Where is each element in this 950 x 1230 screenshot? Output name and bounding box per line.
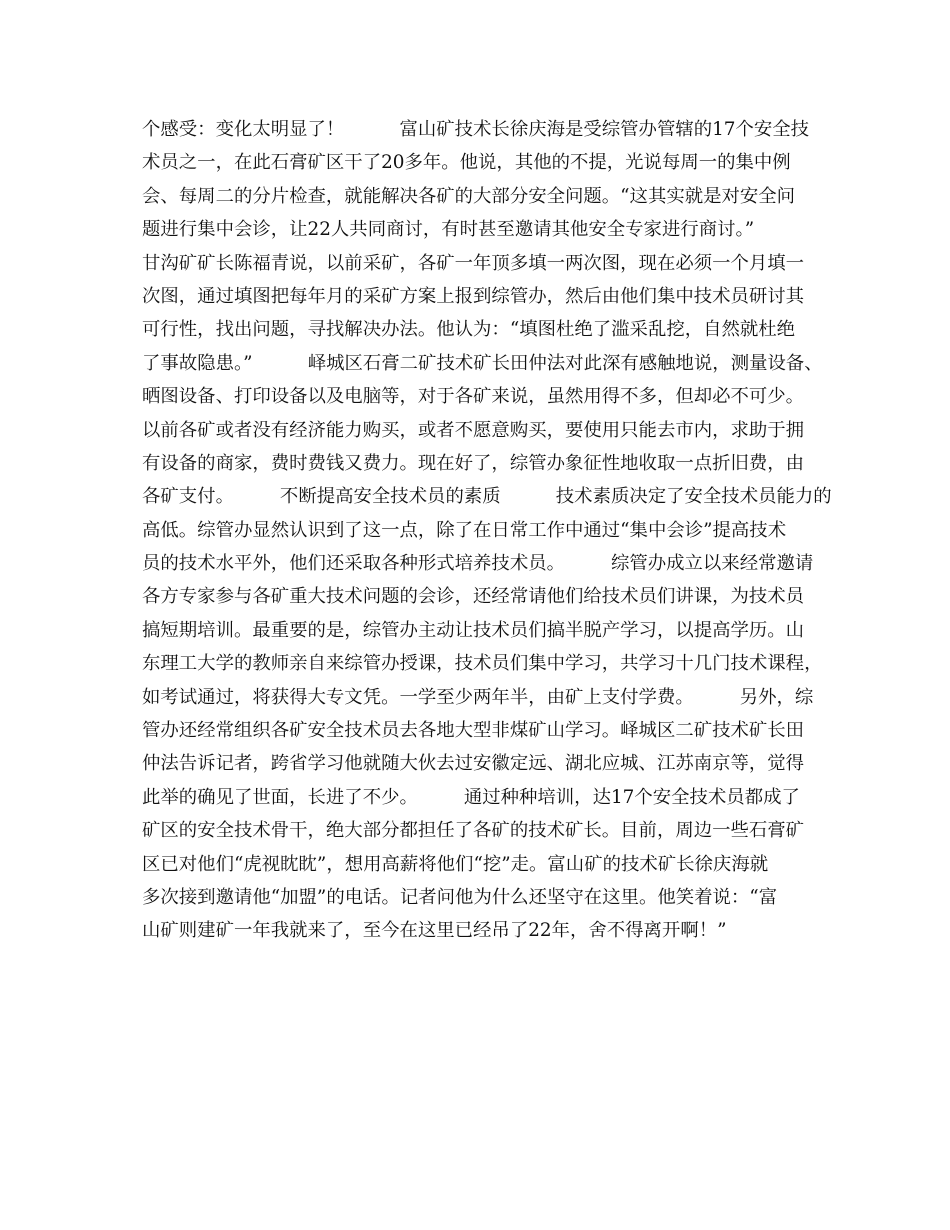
text-line: 会、每周二的分片检查，就能解决各矿的大部分安全问题。“这其实就是对安全问 [142, 185, 796, 207]
text-line: 区已对他们“虎视眈眈”，想用高薪将他们“挖”走。富山矿的技术矿长徐庆海就 [142, 853, 769, 875]
text-line: 管办还经常组织各矿安全技术员去各地大型非煤矿山学习。峄城区二矿技术矿长田 [142, 720, 805, 742]
text-line: 矿区的安全技术骨干，绝大部分都担任了各矿的技术矿长。目前，周边一些石膏矿 [142, 820, 805, 842]
text-line: 甘沟矿矿长陈福青说，以前采矿，各矿一年顶多填一两次图，现在必须一个月填一 [142, 252, 805, 274]
text-line: 题进行集中会诊，让22人共同商讨，有时甚至邀请其他安全专家进行商讨。” [142, 219, 755, 241]
text-line: 员的技术水平外，他们还采取各种形式培养技术员。 综管办成立以来经常邀请 [142, 553, 814, 575]
text-line: 以前各矿或者没有经济能力购买，或者不愿意购买，要使用只能去市内，求助于拥 [142, 419, 805, 441]
text-line: 搞短期培训。最重要的是，综管办主动让技术员们搞半脱产学习，以提高学历。山 [142, 619, 805, 641]
text-line: 次图，通过填图把每年月的采矿方案上报到综管办，然后由他们集中技术员研讨其 [142, 285, 805, 307]
text-line: 仲法告诉记者，跨省学习他就随大伙去过安徽定远、湖北应城、江苏南京等，觉得 [142, 753, 805, 775]
text-line: 各矿支付。 不断提高安全技术员的素质 技术素质决定了安全技术员能力的 [142, 486, 832, 508]
article-body [142, 113, 842, 948]
text-line: 可行性，找出问题，寻找解决办法。他认为：“填图杜绝了滥采乱挖，自然就杜绝 [142, 319, 796, 341]
text-line: 晒图设备、打印设备以及电脑等，对于各矿来说，虽然用得不多，但却必不可少。 [142, 386, 805, 408]
text-line: 有设备的商家，费时费钱又费力。现在好了，综管办象征性地收取一点折旧费，由 [142, 452, 805, 474]
text-line: 各方专家参与各矿重大技术问题的会诊，还经常请他们给技术员们讲课，为技术员 [142, 586, 805, 608]
text-line: 如考试通过，将获得大专文凭。一学至少两年半，由矿上支付学费。 另外，综 [142, 686, 814, 708]
text-line: 东理工大学的教师亲自来综管办授课，技术员们集中学习，共学习十几门技术课程， [142, 653, 823, 675]
text-line: 多次接到邀请他“加盟”的电话。记者问他为什么还坚守在这里。他笑着说：“富 [142, 886, 778, 908]
text-line: 此举的确见了世面，长进了不少。 通过种种培训，达17个安全技术员都成了 [142, 786, 800, 808]
text-line: 术员之一，在此石膏矿区干了20多年。他说，其他的不提，光说每周一的集中例 [142, 152, 791, 174]
text-line: 个感受：变化太明显了！ 富山矿技术长徐庆海是受综管办管辖的17个安全技 [142, 119, 810, 140]
text-line: 高低。综管办显然认识到了这一点，除了在日常工作中通过“集中会诊”提高技术 [142, 519, 787, 541]
text-line: 了事故隐患。” 峄城区石膏二矿技术矿长田仲法对此深有感触地说，测量设备、 [142, 352, 823, 374]
text-line: 山矿则建矿一年我就来了，至今在这里已经吊了22年，舍不得离开啊！” [142, 920, 727, 942]
